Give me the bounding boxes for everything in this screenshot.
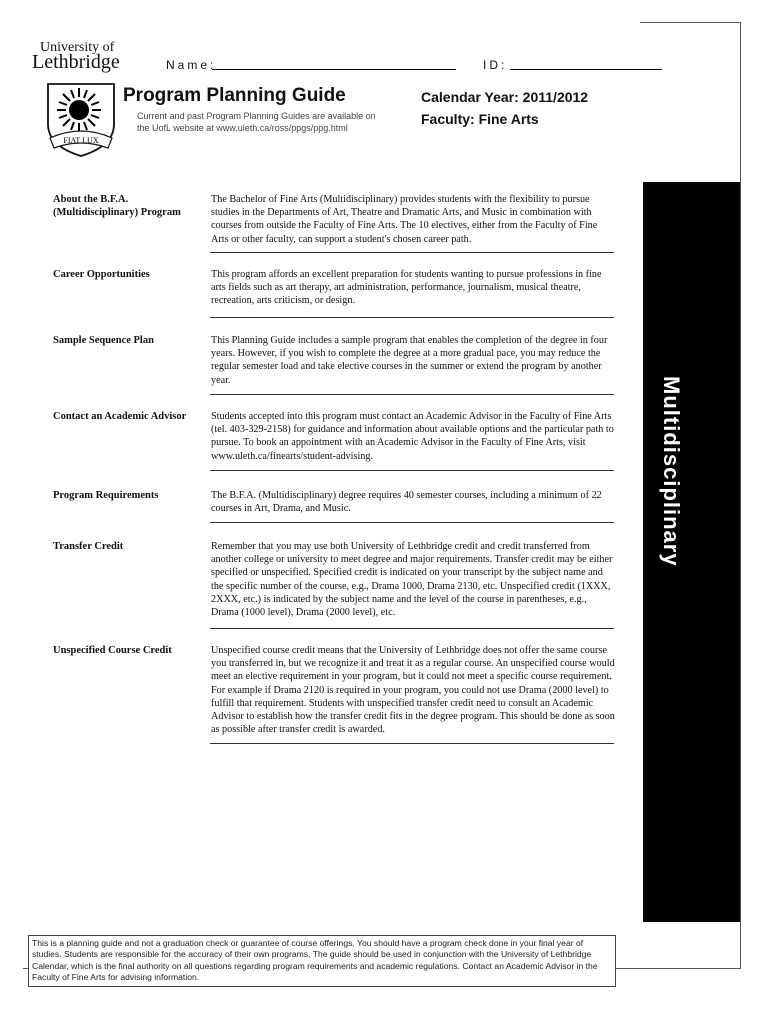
section-label: Contact an Academic Advisor xyxy=(53,411,187,422)
section-label: Unspecified Course Credit xyxy=(53,645,172,656)
section-label: Program Requirements xyxy=(53,490,159,501)
divider xyxy=(210,522,614,523)
section-body: This program affords an excellent preparation for students wanting to pursue professions in fine arts fields such as art therapy, art administration, performance, journalism, musical theatre, recreation, arts criticism, or design. xyxy=(211,269,602,307)
id-label: ID: xyxy=(483,58,508,72)
divider xyxy=(210,743,614,744)
section-body: The B.F.A. (Multidisciplinary) degree requires 40 semester courses, including a minimum of 22 courses in Art, Drama, and Music. xyxy=(211,490,602,515)
divider xyxy=(210,317,614,318)
name-field[interactable] xyxy=(212,69,456,70)
id-field[interactable] xyxy=(510,69,662,70)
university-name-line1: University of xyxy=(40,40,115,55)
divider xyxy=(210,252,614,253)
divider xyxy=(210,470,614,471)
section-body: This Planning Guide includes a sample program that enables the completion of the degree in four years. However, if you wish to complete the degree at a more gradual pace, you may reduce the regular semester load and take elective courses in the summer or extend the program by another year. xyxy=(211,335,608,386)
section-label: Sample Sequence Plan xyxy=(53,335,154,346)
section-body: The Bachelor of Fine Arts (Multidisciplinary) provides students with the flexibility to pursue studies in the Departments of Art, Theatre and Dramatic Arts, and Music in combination with courses from outside the Faculty of Fine Arts. The 10 electives, either from the Faculty of Fine Arts or other faculty, can support a student's chosen career path. xyxy=(211,194,598,245)
section-body: Unspecified course credit means that the University of Lethbridge does not offer the same course you transferred in, but we recognize it and treat it as a regular course. An unspecified course would meet an elective requirement in your program, but it could not meet a specific course requirement. For example if Drama 2120 is required in your program, you could not use Drama (2000 level) to fulfill that requirement. Students with unspecified transfer credit need to consult an Academic Advisor to establish how the transfer credit fits in the degree program. This should be done as soon as possible after transfer credit is awarded. xyxy=(211,645,615,736)
seal-motto: FIAT LUX xyxy=(63,136,99,145)
section-label: Career Opportunities xyxy=(53,269,150,280)
section-body: Remember that you may use both University of Lethbridge credit and credit transferred from another college or university to meet degree and major requirements. Transfer credit may be either specified or unspecified. Specified credit is indicated on your transcript by the subject name and the specific number of the course, e.g., Drama 1000, Drama 2130, etc. Unspecified credit (1XXX, 2XXX, etc.) is indicated by the subject name and the level of the course in parentheses, e.g., Drama (1000 level), Drama (2000 level), etc. xyxy=(211,541,613,619)
calendar-year: Calendar Year: 2011/2012 xyxy=(421,89,589,105)
disclaimer-note: This is a planning guide and not a graduation check or guarantee of course offerings. You should have a program check done in your final year of studies. Students are responsible for the accuracy of their own programs. The guide should be used in conjunction with the University of Lethbridge Calendar, which is the final authority on all questions regarding program requirements and academic regulations. Contact an Academic Advisor in the Faculty of Fine Arts for advising information. xyxy=(28,935,616,987)
divider xyxy=(210,628,614,629)
university-seal-logo xyxy=(42,80,120,158)
section-label: About the B.F.A. (Multidisciplinary) Program xyxy=(53,194,181,218)
page-subtitle: Current and past Program Planning Guides are available on the UofL website at www.uleth.ca/ross/ppgs/ppg.html xyxy=(137,111,376,133)
faculty: Faculty: Fine Arts xyxy=(421,111,539,127)
side-banner-subtitle: Multidisciplinary xyxy=(659,376,684,567)
university-name-line2: Lethbridge xyxy=(32,51,120,73)
divider xyxy=(210,394,614,395)
section-label: Transfer Credit xyxy=(53,541,124,552)
name-label: Name: xyxy=(166,58,217,72)
side-banner-title: Bachelor of Fine Arts xyxy=(697,282,734,636)
page-title: Program Planning Guide xyxy=(123,85,346,106)
section-body: Students accepted into this program must contact an Academic Advisor in the Faculty of Fine Arts (tel. 403-329-2158) for guidance and information about available options and the particular path to pursue. To book an appointment with an Academic Advisor in the Faculty of Fine Arts, visit www.uleth.ca/finearts/student-advising. xyxy=(211,411,614,462)
